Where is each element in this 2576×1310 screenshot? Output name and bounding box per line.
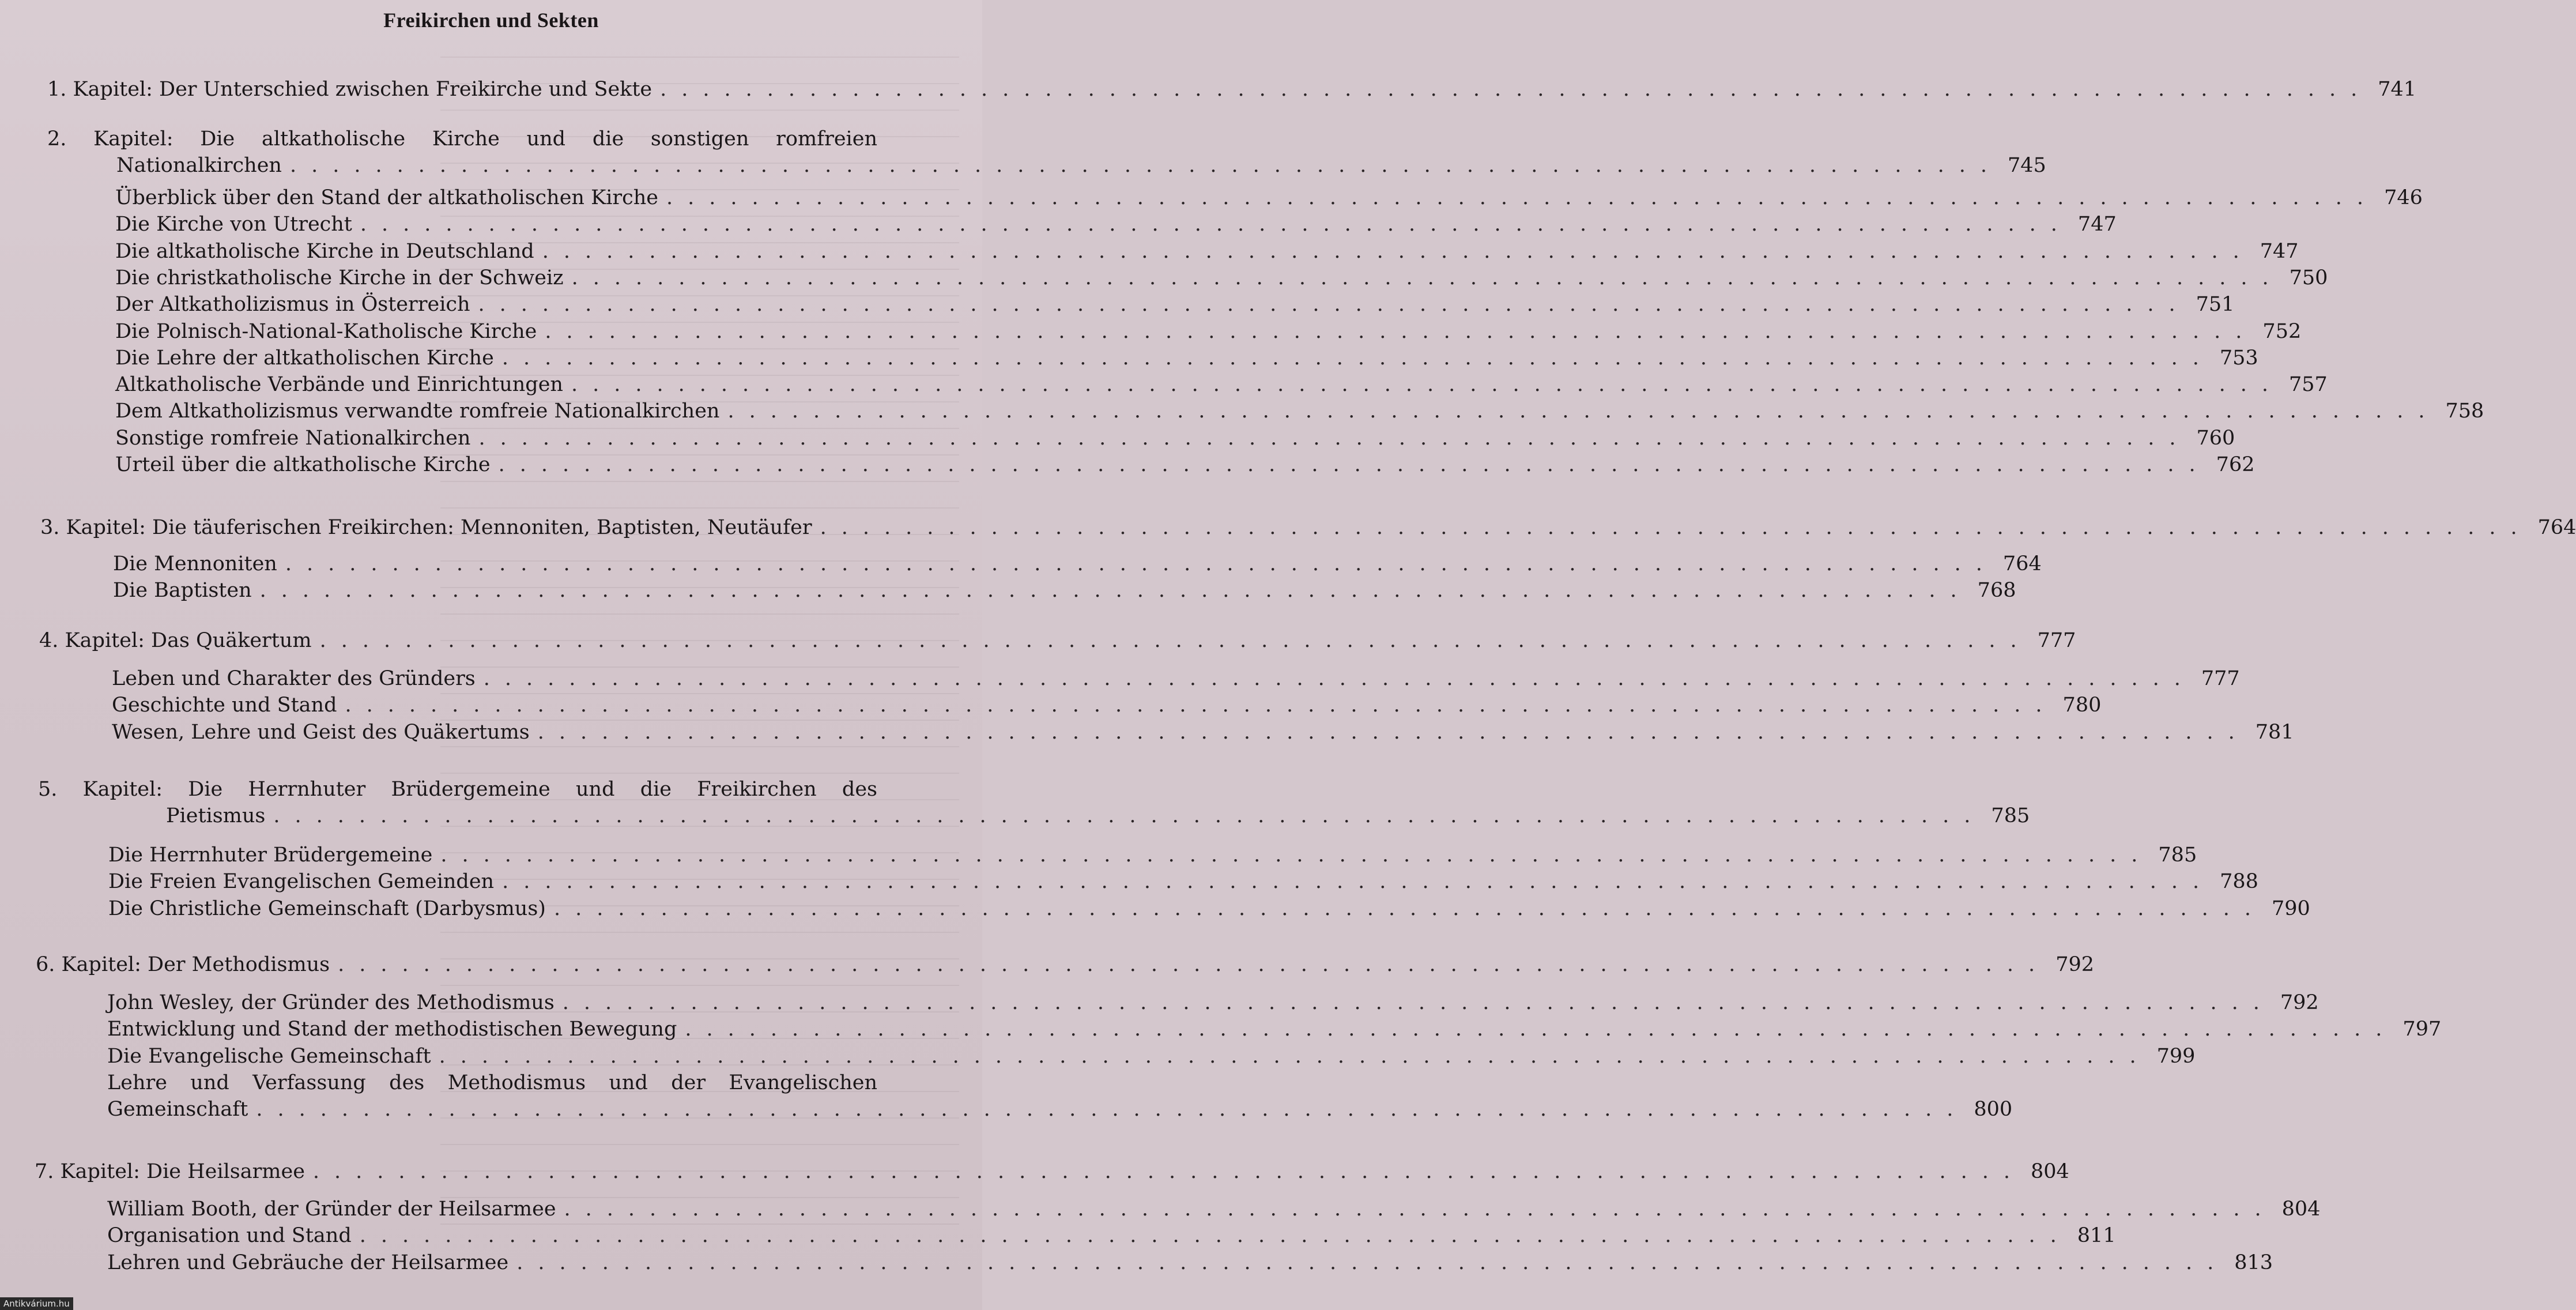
entry-page-number: 764: [2537, 516, 2576, 539]
section-entry: [115, 425, 2235, 451]
entry-label: Entwicklung und Stand der methodistischen Bewegung: [107, 1018, 677, 1041]
entry-page-number: 760: [2196, 426, 2235, 450]
leader-dots: ................................................................................: [553, 897, 2266, 920]
section-entry: [115, 451, 2255, 478]
entry-page-number: 790: [2272, 897, 2310, 920]
entry-label: Die Lehre der altkatholischen Kirche: [115, 346, 494, 370]
section-entry: [112, 719, 2294, 746]
entry-page-number: 741: [2378, 78, 2417, 101]
entry-label: Urteil über die altkatholische Kirche: [115, 453, 491, 476]
chapter-heading: [47, 76, 2417, 103]
entry-label: Die Christliche Gemeinschaft (Darbysmus): [108, 897, 546, 920]
section-entry: [107, 1196, 2321, 1222]
entry-page-number: 751: [2196, 293, 2235, 317]
section-entry: [115, 371, 2328, 398]
section-entry-continued: [107, 1096, 2013, 1123]
leader-dots: ................................................................................: [256, 1097, 1968, 1121]
entry-page-number: 804: [2030, 1160, 2069, 1183]
leader-dots: ................................................................................: [478, 293, 2190, 317]
entry-page-number: 750: [2289, 266, 2328, 289]
leader-dots: ................................................................................: [571, 266, 2284, 289]
entry-page-number: 785: [2158, 844, 2197, 867]
leader-dots: ................................................................................: [820, 516, 2532, 539]
entry-page-number: 777: [2201, 667, 2240, 690]
section-entry: [115, 211, 2117, 238]
entry-label: Die christkatholische Kirche in der Schweiz: [115, 266, 564, 289]
entry-label: Der Altkatholizismus in Österreich: [115, 293, 470, 317]
page-title: Freikirchen und Sekten: [383, 9, 599, 32]
entry-label: William Booth, der Gründer der Heilsarmee: [107, 1198, 556, 1221]
entry-page-number: 811: [2077, 1224, 2116, 1248]
section-entry: [115, 185, 2423, 211]
entry-label: Die Polnisch-National-Katholische Kirche: [115, 319, 537, 343]
watermark-label: Antikvárium.hu: [0, 1297, 73, 1310]
section-entry: [115, 291, 2235, 318]
entry-label: 4. Kapitel: Das Quäkertum: [39, 629, 312, 652]
entry-page-number: 747: [2260, 239, 2299, 263]
entry-label: Die Herrnhuter Brüdergemeine: [108, 844, 433, 867]
entry-page-number: 747: [2077, 213, 2117, 236]
entry-label: Organisation und Stand: [107, 1224, 352, 1248]
entry-label: Gemeinschaft: [107, 1097, 248, 1121]
entry-label: Altkatholische Verbände und Einrichtungen: [115, 373, 563, 397]
entry-page-number: 799: [2156, 1044, 2196, 1068]
entry-label: Die Evangelische Gemeinschaft: [107, 1044, 431, 1068]
entry-page-number: 746: [2384, 186, 2423, 209]
entry-page-number: 800: [1974, 1097, 2013, 1121]
leader-dots: ................................................................................: [537, 720, 2250, 744]
entry-label: Die Freien Evangelischen Gemeinden: [108, 870, 495, 894]
entry-page-number: 785: [1991, 804, 2030, 827]
leader-dots: ................................................................................: [516, 1251, 2229, 1274]
chapter-heading: 2. Kapitel: Die altkatholische Kirche und die sonstigen romfreien: [47, 127, 877, 150]
chapter-heading-continued: [166, 803, 2030, 829]
leader-dots: ................................................................................: [562, 991, 2275, 1014]
leader-dots: ................................................................................: [483, 667, 2196, 690]
leader-dots: ................................................................................: [542, 239, 2254, 263]
entry-page-number: 757: [2289, 373, 2328, 397]
section-entry: [112, 692, 2102, 718]
leader-dots: ................................................................................: [685, 1018, 2397, 1041]
entry-page-number: 788: [2220, 870, 2258, 894]
entry-label: Leben und Charakter des Gründers: [112, 667, 476, 690]
leader-dots: ................................................................................: [360, 213, 2072, 236]
leader-dots: ................................................................................: [285, 552, 1997, 575]
leader-dots: ................................................................................: [502, 870, 2215, 894]
leader-dots: ................................................................................: [571, 373, 2284, 397]
section-entry: [115, 265, 2328, 291]
entry-page-number: 768: [1977, 579, 2016, 603]
entry-page-number: 813: [2234, 1251, 2273, 1274]
section-entry: [108, 868, 2258, 895]
entry-label: Die Kirche von Utrecht: [115, 213, 352, 236]
entry-label: Wesen, Lehre und Geist des Quäkertums: [112, 720, 530, 744]
leader-dots: ................................................................................: [564, 1198, 2276, 1221]
entry-page-number: 780: [2062, 694, 2102, 717]
entry-label: 1. Kapitel: Der Unterschied zwischen Freikirche und Sekte: [47, 78, 653, 101]
leader-dots: ................................................................................: [319, 629, 2032, 652]
entry-page-number: 762: [2216, 453, 2255, 476]
section-entry: [107, 1249, 2273, 1276]
leader-dots: ................................................................................: [498, 453, 2211, 476]
entry-page-number: 764: [2002, 552, 2042, 575]
entry-page-number: 753: [2219, 346, 2258, 370]
entry-label: Dem Altkatholizismus verwandte romfreie Nationalkirchen: [115, 400, 720, 423]
section-entry: [108, 895, 2310, 922]
entry-label: 3. Kapitel: Die täuferischen Freikirchen: Mennoniten, Baptisten, Neutäufer: [40, 516, 812, 539]
leader-dots: ................................................................................: [660, 78, 2373, 101]
entry-page-number: 758: [2445, 400, 2484, 423]
section-entry: [112, 665, 2240, 692]
entry-label: Die altkatholische Kirche in Deutschland: [115, 239, 534, 263]
entry-label: Die Baptisten: [113, 579, 252, 603]
entry-page-number: 792: [2280, 991, 2319, 1014]
entry-page-number: 797: [2402, 1018, 2442, 1041]
chapter-heading: 5. Kapitel: Die Herrnhuter Brüdergemeine und die Freikirchen des: [38, 778, 877, 801]
leader-dots: ................................................................................: [312, 1160, 2025, 1183]
chapter-heading: [35, 1158, 2069, 1185]
leader-dots: ................................................................................: [359, 1224, 2072, 1248]
entry-page-number: 781: [2255, 720, 2294, 744]
leader-dots: ................................................................................: [338, 953, 2050, 976]
entry-label: Überblick über den Stand der altkatholischen Kirche: [115, 186, 659, 209]
entry-label: Nationalkirchen: [116, 154, 282, 177]
chapter-heading: [40, 514, 2576, 541]
section-entry: [113, 551, 2042, 577]
leader-dots: ................................................................................: [289, 154, 2002, 177]
entry-label: Pietismus: [166, 804, 266, 827]
leader-dots: ................................................................................: [545, 319, 2257, 343]
entry-label: Geschichte und Stand: [112, 694, 337, 717]
section-entry: [108, 842, 2197, 868]
entry-page-number: 792: [2055, 953, 2094, 976]
entry-page-number: 745: [2008, 154, 2046, 177]
chapter-heading: [39, 627, 2076, 654]
leader-dots: ................................................................................: [501, 346, 2214, 370]
section-entry: [107, 1043, 2196, 1070]
entry-label: 6. Kapitel: Der Methodismus: [36, 953, 330, 976]
section-entry: [107, 1016, 2442, 1042]
leader-dots: ................................................................................: [666, 186, 2379, 209]
entry-page-number: 752: [2262, 319, 2302, 343]
section-entry: Lehre und Verfassung des Methodismus und der Evangelischen: [107, 1071, 877, 1094]
leader-dots: ................................................................................: [439, 1044, 2151, 1068]
section-entry: [115, 398, 2484, 424]
leader-dots: ................................................................................: [478, 426, 2191, 450]
entry-label: 7. Kapitel: Die Heilsarmee: [35, 1160, 305, 1183]
section-entry: [107, 989, 2319, 1016]
entry-page-number: 777: [2037, 629, 2076, 652]
chapter-heading: [36, 951, 2094, 978]
entry-page-number: 804: [2281, 1198, 2321, 1221]
section-entry: [107, 1222, 2116, 1249]
chapter-heading-continued: [116, 152, 2046, 179]
section-entry: [113, 577, 2016, 604]
section-entry: [115, 238, 2299, 265]
entry-label: John Wesley, der Gründer des Methodismus: [107, 991, 555, 1014]
leader-dots: ................................................................................: [727, 400, 2440, 423]
entry-label: Die Mennoniten: [113, 552, 277, 575]
entry-label: Sonstige romfreie Nationalkirchen: [115, 426, 471, 450]
leader-dots: ................................................................................: [259, 579, 1972, 603]
section-entry: [115, 345, 2258, 371]
leader-dots: ................................................................................: [273, 804, 1986, 827]
leader-dots: ................................................................................: [345, 694, 2057, 717]
leader-dots: ................................................................................: [440, 844, 2153, 867]
section-entry: [115, 318, 2302, 345]
entry-label: Lehren und Gebräuche der Heilsarmee: [107, 1251, 509, 1274]
